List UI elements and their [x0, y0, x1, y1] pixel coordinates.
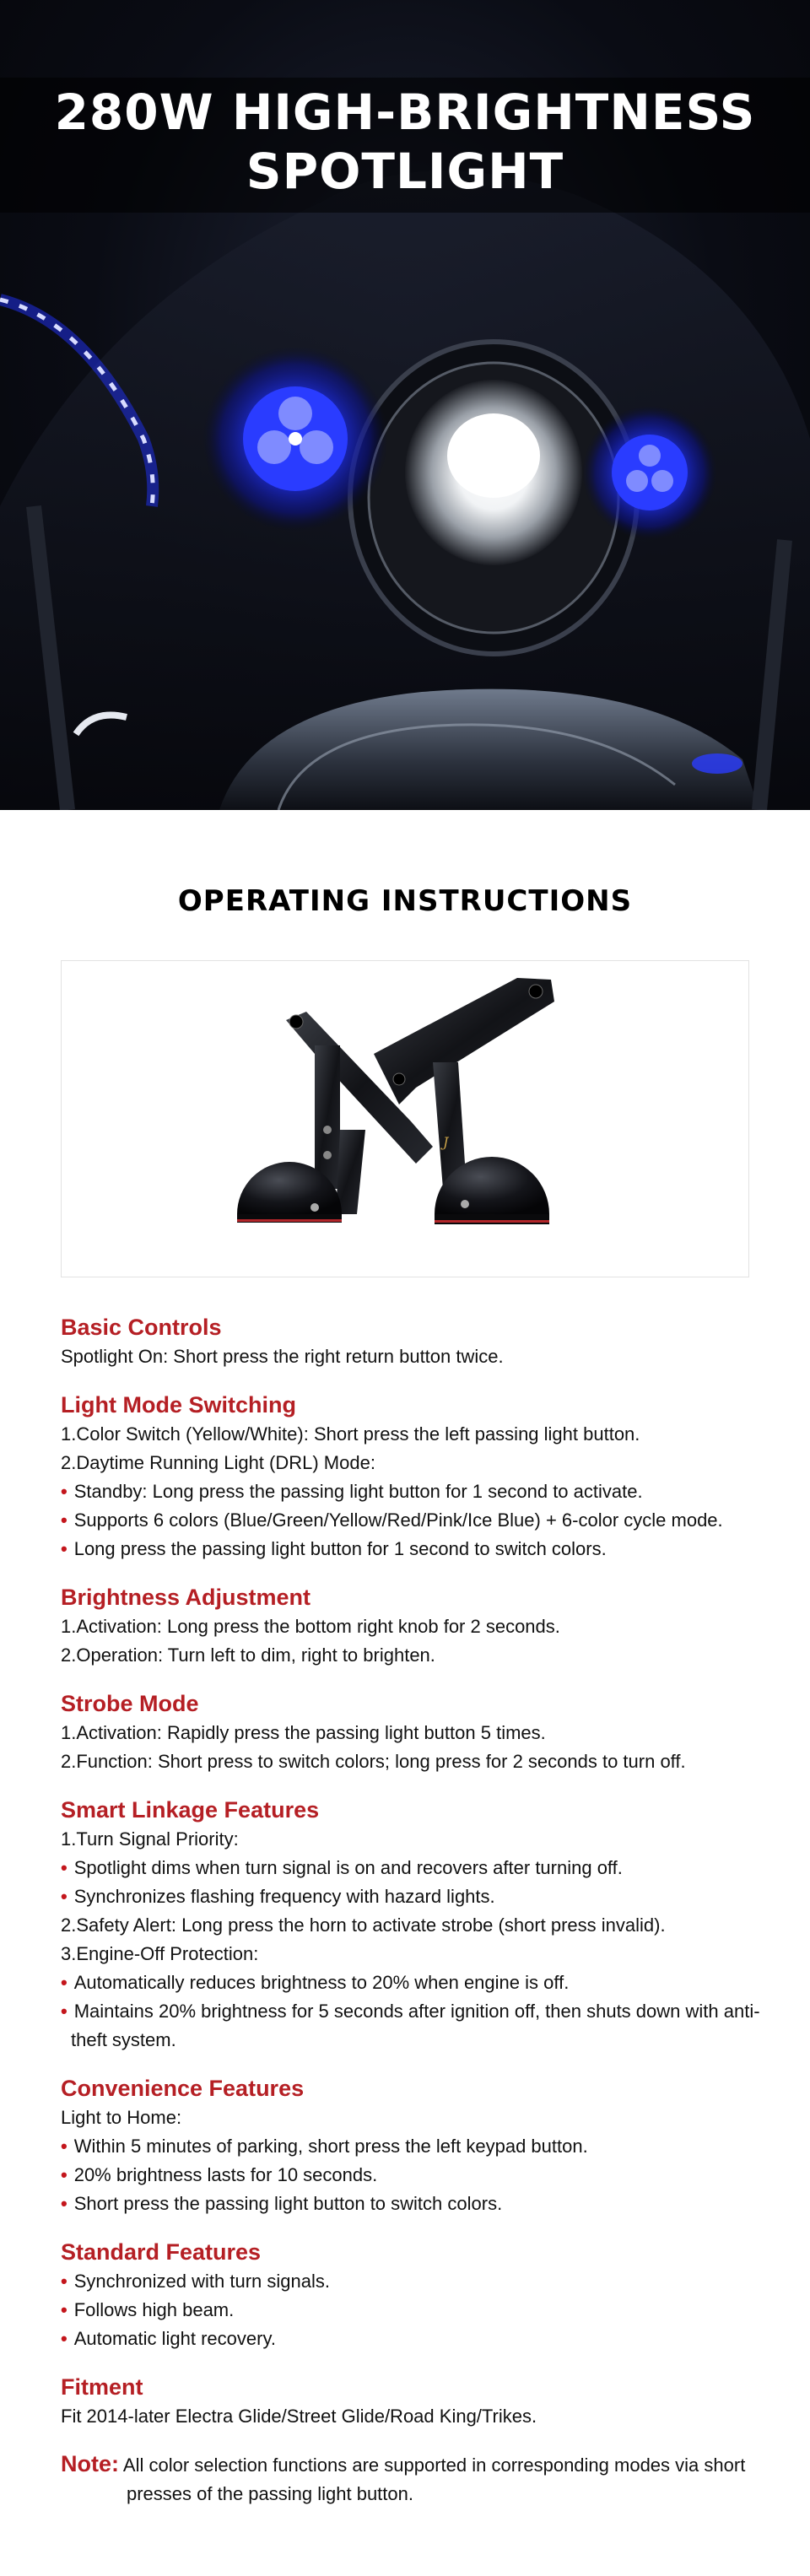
bullet-item: • 20% brightness lasts for 10 seconds. — [61, 2164, 378, 2185]
bullet-dot-icon: • — [61, 1481, 68, 1502]
section-smart-linkage — [61, 1795, 770, 2055]
section-convenience-features — [61, 2073, 770, 2218]
bullet-item: • Automatic light recovery. — [61, 2328, 276, 2349]
section-title: Standard Features — [61, 2239, 262, 2265]
section-light-mode-switching — [61, 1390, 770, 1563]
section-title: Basic Controls — [61, 1315, 222, 1340]
section-fitment — [61, 2372, 770, 2431]
bullet-dot-icon: • — [61, 1886, 68, 1907]
bullet-dot-icon: • — [61, 2328, 68, 2349]
bullet-item: • Within 5 minutes of parking, short press the left keypad button. — [61, 2136, 588, 2157]
section-title: Strobe Mode — [61, 1691, 199, 1716]
bullet-item: • Spotlight dims when turn signal is on and recovers after turning off. — [61, 1857, 623, 1878]
bullet-item: • Short press the passing light button to switch colors. — [61, 2193, 503, 2214]
bullet-item: • Long press the passing light button for 1 second to switch colors. — [61, 1538, 607, 1559]
bullet-dot-icon: • — [61, 1972, 68, 1993]
bullet-dot-icon: • — [61, 2299, 68, 2320]
instruction-line: 2.Operation: Turn left to dim, right to brighten. — [61, 1644, 435, 1666]
section-brightness-adjustment — [61, 1582, 770, 1670]
bullet-dot-icon: • — [61, 2193, 68, 2214]
bullet-dot-icon: • — [61, 2001, 68, 2022]
instruction-line: 1.Activation: Rapidly press the passing light button 5 times. — [61, 1722, 546, 1743]
section-title: Fitment — [61, 2374, 143, 2400]
instruction-line: 2.Safety Alert: Long press the horn to activate strobe (short press invalid). — [61, 1914, 666, 1936]
note-text: All color selection functions are supported in corresponding modes via short presses of the passing light button. — [122, 2454, 746, 2504]
bullet-dot-icon: • — [61, 2164, 68, 2185]
hero-title-line1: 280W HIGH-BRIGHTNESS — [54, 84, 756, 141]
hero-title — [0, 83, 810, 201]
bullet-dot-icon: • — [61, 2271, 68, 2292]
section-strobe-mode — [61, 1688, 770, 1776]
bullet-item: • Supports 6 colors (Blue/Green/Yellow/Red/Pink/Ice Blue) + 6-color cycle mode. — [61, 1509, 723, 1531]
hero-banner — [0, 0, 810, 810]
product-image-frame — [61, 960, 749, 1277]
brand-badge-icon: J — [443, 1134, 449, 1150]
right-bracket — [374, 978, 554, 1224]
section-title: Light Mode Switching — [61, 1392, 296, 1418]
section-title: Brightness Adjustment — [61, 1585, 311, 1610]
operating-instructions-title: OPERATING INSTRUCTIONS — [177, 884, 633, 918]
section-title: Convenience Features — [61, 2076, 305, 2101]
instructions-content — [61, 1312, 770, 2527]
instruction-line: Light to Home: — [61, 2107, 182, 2128]
bullet-dot-icon: • — [61, 1538, 68, 1559]
section-basic-controls — [61, 1312, 770, 1371]
instruction-line: 1.Activation: Long press the bottom right knob for 2 seconds. — [61, 1616, 560, 1637]
bullet-item: • Maintains 20% brightness for 5 seconds after ignition off, then shuts down with anti-theft system. — [61, 2001, 760, 2050]
bullet-dot-icon: • — [61, 1509, 68, 1531]
spotlight-bracket-product-image — [62, 961, 748, 1277]
instruction-line: Fit 2014-later Electra Glide/Street Glide/Road King/Trikes. — [61, 2406, 537, 2427]
hero-title-line2: SPOTLIGHT — [246, 143, 564, 200]
instruction-line: 3.Engine-Off Protection: — [61, 1943, 259, 1964]
bullet-item: • Synchronized with turn signals. — [61, 2271, 330, 2292]
note-label: Note: — [61, 2451, 119, 2476]
section-title: Smart Linkage Features — [61, 1797, 320, 1823]
instruction-line: 2.Function: Short press to switch colors; long press for 2 seconds to turn off. — [61, 1751, 686, 1772]
instruction-line: 1.Turn Signal Priority: — [61, 1828, 239, 1850]
instruction-line: Spotlight On: Short press the right return button twice. — [61, 1346, 504, 1367]
bullet-dot-icon: • — [61, 2136, 68, 2157]
bullet-item: • Synchronizes flashing frequency with hazard lights. — [61, 1886, 495, 1907]
bullet-item: • Automatically reduces brightness to 20% when engine is off. — [61, 1972, 570, 1993]
bullet-dot-icon: • — [61, 1857, 68, 1878]
instruction-line: 1.Color Switch (Yellow/White): Short press the left passing light button. — [61, 1423, 640, 1445]
bullet-item: • Standby: Long press the passing light button for 1 second to activate. — [61, 1481, 643, 1502]
bullet-item: • Follows high beam. — [61, 2299, 235, 2320]
section-standard-features — [61, 2237, 770, 2353]
instruction-line: 2.Daytime Running Light (DRL) Mode: — [61, 1452, 375, 1473]
note — [61, 2449, 770, 2508]
